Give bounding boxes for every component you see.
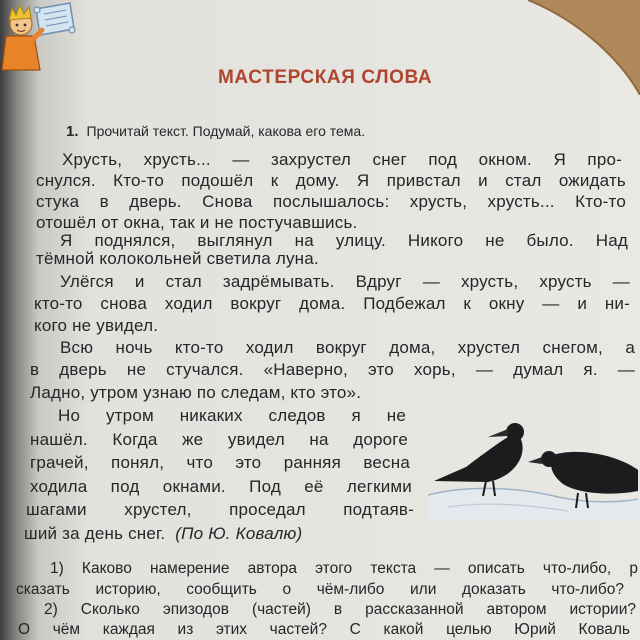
passage-line: кто-то снова ходил вокруг дома. Подбежал к окну — и ни- — [34, 294, 630, 313]
passage-line: в дверь не стучался. «Наверно, это хорь, — думал я. — — [30, 360, 635, 379]
task-text: Прочитай текст. Подумай, какова его тема. — [86, 123, 366, 139]
passage-line: Всю ночь кто-то ходил вокруг дома, хрустел снегом, а — [60, 338, 635, 357]
passage-line: Улёгся и стал задрёмывать. Вдруг — хрусть, хрусть — — [60, 272, 630, 291]
passage-line: тёмной колокольней светила луна. — [36, 249, 319, 268]
task-instruction — [66, 122, 486, 140]
question-line: сказать историю, сообщить о чём-либо или доказать что-либо? — [16, 581, 624, 598]
passage-line: снулся. Кто-то подошёл к дому. Я привстал и стал ожидать — [36, 171, 626, 190]
passage-line: кого не увидел. — [34, 316, 159, 335]
passage-line: стука в дверь. Снова послышалось: хрусть, хрусть... Кто-то — [36, 192, 626, 211]
passage-attribution: (По Ю. Ковалю) — [175, 524, 303, 543]
rook-left — [434, 423, 524, 496]
passage-line: Но утром никаких следов я не — [58, 406, 406, 425]
passage-line: шагами хрустел, проседал подтаяв- — [26, 500, 414, 519]
passage-line: Я поднялся, выглянул на улицу. Никого не было. Над — [60, 231, 628, 250]
question-line: 2) Сколько эпизодов (частей) в рассказанной автором истории? — [44, 601, 636, 618]
passage-last-line — [24, 524, 424, 544]
question-line: 1) Каково намерение автора этого текста — описать что-либо, р — [50, 560, 638, 577]
passage-line: грачей, понял, что это ранняя весна — [30, 453, 410, 472]
scroll-mascot-icon — [0, 0, 78, 72]
passage-line: Хрусть, хрусть... — захрустел снег под окном. Я про- — [62, 150, 622, 169]
question-line: О чём каждая из этих частей? С какой целью Юрий Коваль — [18, 621, 630, 638]
passage-line: Ладно, утром узнаю по следам, кто это». — [30, 383, 362, 402]
passage-line: нашёл. Когда же увидел на дороге — [30, 430, 408, 449]
rooks-on-snow-illustration — [428, 415, 638, 520]
task-number: 1. — [66, 123, 79, 140]
section-title: МАСТЕРСКАЯ СЛОВА — [218, 67, 433, 88]
passage-line: отошёл от окна, так и не постучавшись. — [36, 213, 358, 232]
passage-line: ходила под окнами. Под её легкими — [30, 477, 412, 496]
passage-line: ший за день снег. — [24, 524, 166, 543]
book-corner-background — [510, 0, 640, 95]
